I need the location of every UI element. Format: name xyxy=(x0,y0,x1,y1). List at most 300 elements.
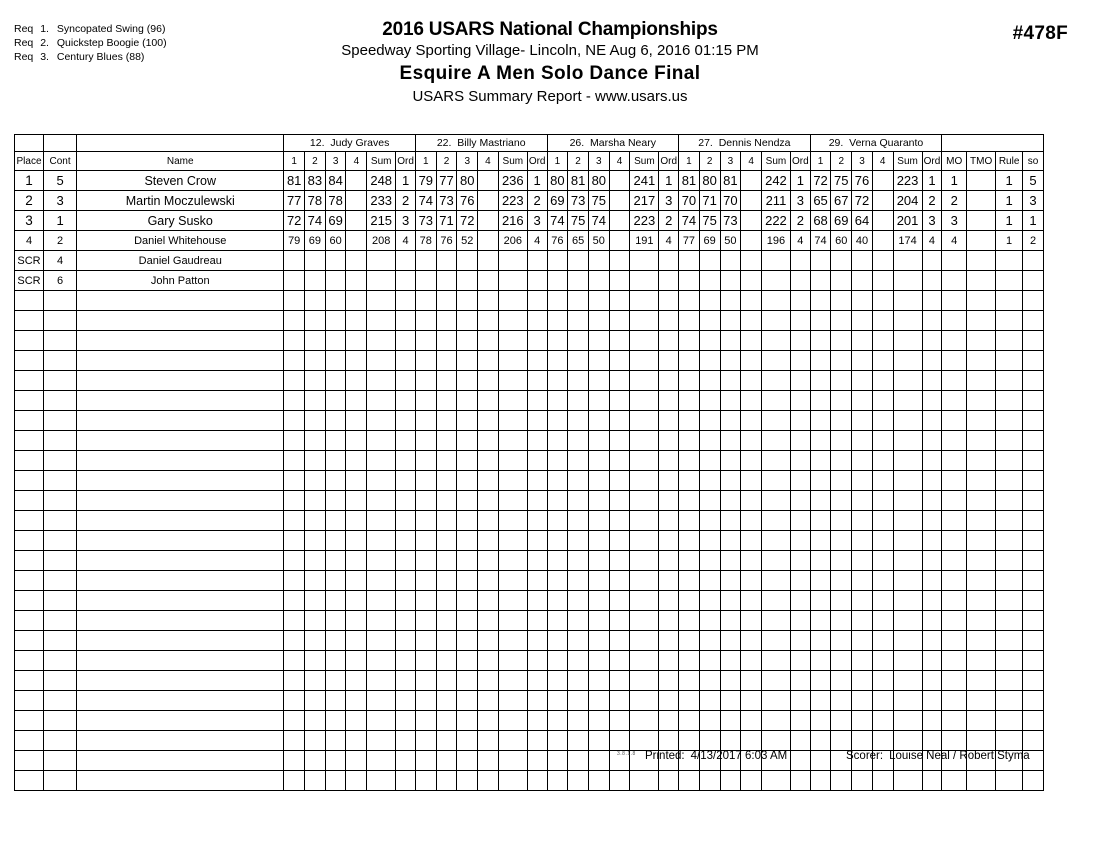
cell-empty xyxy=(609,591,630,611)
cell-empty xyxy=(679,331,700,351)
cell-ord: 1 xyxy=(790,171,810,191)
cell-score-1 xyxy=(810,271,831,291)
cell-empty xyxy=(967,511,996,531)
cell-score-2: 73 xyxy=(568,191,589,211)
cell-score-3: 70 xyxy=(720,191,741,211)
cell-empty xyxy=(415,711,436,731)
cell-empty xyxy=(478,351,499,371)
cell-sum: 233 xyxy=(367,191,396,211)
header-score-3: 3 xyxy=(852,152,873,171)
cell-score-3 xyxy=(852,251,873,271)
cell-empty xyxy=(609,671,630,691)
cell-empty xyxy=(346,371,367,391)
cell-empty xyxy=(396,371,416,391)
cell-empty xyxy=(679,491,700,511)
header-place: Place xyxy=(15,152,44,171)
cell-empty xyxy=(942,571,967,591)
requirement-number: 2. xyxy=(40,37,49,49)
cell-empty xyxy=(810,451,831,471)
cell-empty xyxy=(44,751,77,771)
cell-empty xyxy=(790,651,810,671)
cell-ord: 1 xyxy=(922,171,942,191)
cell-empty xyxy=(436,531,457,551)
judge-number: 27. xyxy=(698,137,713,149)
cell-empty xyxy=(741,711,762,731)
cell-empty xyxy=(436,771,457,791)
cell-empty xyxy=(872,691,893,711)
cell-empty xyxy=(893,511,922,531)
table-row-empty[interactable] xyxy=(15,451,1044,471)
cell-empty xyxy=(284,731,305,751)
cell-empty xyxy=(346,551,367,571)
cell-empty xyxy=(325,571,346,591)
cell-empty xyxy=(893,491,922,511)
cell-empty xyxy=(741,471,762,491)
cell-empty xyxy=(415,511,436,531)
cell-score-3: 80 xyxy=(457,171,478,191)
table-row[interactable] xyxy=(15,231,1044,251)
championship-title: 2016 USARS National Championships xyxy=(382,19,718,40)
table-row-empty[interactable] xyxy=(15,391,1044,411)
cell-empty xyxy=(547,751,568,771)
cell-empty xyxy=(527,291,547,311)
cell-empty xyxy=(346,511,367,531)
table-row-empty[interactable] xyxy=(15,691,1044,711)
cell-score-3 xyxy=(325,271,346,291)
cell-empty xyxy=(305,711,326,731)
cell-empty xyxy=(609,471,630,491)
header-sum: Sum xyxy=(498,152,527,171)
cell-sum: 196 xyxy=(761,231,790,251)
cell-empty xyxy=(305,591,326,611)
cell-empty xyxy=(852,471,873,491)
cell-empty xyxy=(588,451,609,471)
cell-empty xyxy=(810,471,831,491)
cell-empty xyxy=(457,651,478,671)
table-row[interactable] xyxy=(15,271,1044,291)
cell-empty xyxy=(498,671,527,691)
cell-empty xyxy=(498,631,527,651)
cell-empty xyxy=(659,471,679,491)
cell-empty xyxy=(436,651,457,671)
cell-empty xyxy=(498,751,527,771)
cell-empty xyxy=(284,411,305,431)
cell-empty xyxy=(922,571,942,591)
cell-empty xyxy=(498,531,527,551)
cell-empty xyxy=(922,451,942,471)
cell-ord: 2 xyxy=(527,191,547,211)
cell-empty xyxy=(547,651,568,671)
cell-empty xyxy=(44,591,77,611)
cell-empty xyxy=(568,531,589,551)
cell-empty xyxy=(15,731,44,751)
cell-empty xyxy=(996,371,1023,391)
cell-score-1: 73 xyxy=(415,211,436,231)
cell-empty xyxy=(568,631,589,651)
cell-empty xyxy=(699,391,720,411)
cell-empty xyxy=(527,751,547,771)
cell-empty xyxy=(699,611,720,631)
cell-score-2 xyxy=(831,271,852,291)
cell-empty xyxy=(630,451,659,471)
table-row-empty[interactable] xyxy=(15,491,1044,511)
cell-name: Daniel Gaudreau xyxy=(77,251,284,271)
cell-empty xyxy=(996,731,1023,751)
cell-empty xyxy=(942,451,967,471)
cell-empty xyxy=(893,691,922,711)
cell-empty xyxy=(942,351,967,371)
table-row[interactable] xyxy=(15,171,1044,191)
cell-score-4 xyxy=(478,191,499,211)
cell-score-2: 67 xyxy=(831,191,852,211)
cell-empty xyxy=(588,431,609,451)
cell-empty xyxy=(679,571,700,591)
cell-empty xyxy=(415,651,436,671)
table-row-empty[interactable] xyxy=(15,411,1044,431)
cell-empty xyxy=(810,631,831,651)
cell-empty xyxy=(810,571,831,591)
cell-name: Gary Susko xyxy=(77,211,284,231)
cell-empty xyxy=(720,371,741,391)
table-row-empty[interactable] xyxy=(15,531,1044,551)
cell-empty xyxy=(810,491,831,511)
cell-empty xyxy=(699,491,720,511)
cell-empty xyxy=(831,631,852,651)
cell-empty xyxy=(568,311,589,331)
requirement-name: Quickstep Boogie (100) xyxy=(56,37,167,49)
cell-empty xyxy=(872,531,893,551)
cell-empty xyxy=(547,571,568,591)
cell-empty xyxy=(831,431,852,451)
cell-empty xyxy=(547,491,568,511)
spacer-cell xyxy=(44,135,77,152)
cell-empty xyxy=(325,391,346,411)
cell-empty xyxy=(436,631,457,651)
cell-sum: 242 xyxy=(761,171,790,191)
cell-empty xyxy=(630,511,659,531)
cell-empty xyxy=(77,331,284,351)
cell-empty xyxy=(568,351,589,371)
cell-score-3: 40 xyxy=(852,231,873,251)
cell-empty xyxy=(852,331,873,351)
cell-empty xyxy=(679,771,700,791)
cell-sum: 217 xyxy=(630,191,659,211)
cell-empty xyxy=(630,531,659,551)
cell-empty xyxy=(305,771,326,791)
cell-score-4 xyxy=(872,251,893,271)
cell-empty xyxy=(761,611,790,631)
cell-empty xyxy=(44,431,77,451)
cell-empty xyxy=(831,331,852,351)
cell-empty xyxy=(996,431,1023,451)
cell-empty xyxy=(609,491,630,511)
cell-empty xyxy=(699,291,720,311)
table-row-empty[interactable] xyxy=(15,671,1044,691)
cell-score-3: 52 xyxy=(457,231,478,251)
cell-empty xyxy=(831,531,852,551)
cell-empty xyxy=(761,331,790,351)
cell-place: 3 xyxy=(15,211,44,231)
cell-empty xyxy=(346,751,367,771)
cell-empty xyxy=(44,471,77,491)
cell-empty xyxy=(872,431,893,451)
cell-place: 2 xyxy=(15,191,44,211)
cell-empty xyxy=(741,491,762,511)
table-row-empty[interactable] xyxy=(15,591,1044,611)
cell-empty xyxy=(852,671,873,691)
cell-empty xyxy=(609,571,630,591)
cell-empty xyxy=(630,491,659,511)
judge-number: 12. xyxy=(309,137,325,149)
cell-empty xyxy=(478,731,499,751)
table-row-empty[interactable] xyxy=(15,311,1044,331)
cell-empty xyxy=(630,471,659,491)
cell-score-1 xyxy=(415,271,436,291)
cell-name: Daniel Whitehouse xyxy=(77,231,284,251)
cell-empty xyxy=(527,551,547,571)
cell-empty xyxy=(831,471,852,491)
cell-empty xyxy=(810,591,831,611)
cell-empty xyxy=(967,571,996,591)
cell-tmo xyxy=(967,171,996,191)
cell-empty xyxy=(761,691,790,711)
cell-empty xyxy=(367,411,396,431)
cell-empty xyxy=(741,371,762,391)
cell-empty xyxy=(679,371,700,391)
cell-ord: 1 xyxy=(659,171,679,191)
cell-score-4 xyxy=(609,171,630,191)
cell-empty xyxy=(15,371,44,391)
cell-empty xyxy=(346,591,367,611)
cell-empty xyxy=(609,611,630,631)
cell-score-2: 69 xyxy=(831,211,852,231)
cell-sum: 191 xyxy=(630,231,659,251)
cell-empty xyxy=(967,411,996,431)
cell-empty xyxy=(679,391,700,411)
cell-empty xyxy=(852,551,873,571)
cell-empty xyxy=(942,511,967,531)
cell-empty xyxy=(346,311,367,331)
cell-sum: 236 xyxy=(498,171,527,191)
cell-empty xyxy=(699,551,720,571)
cell-score-3: 75 xyxy=(588,191,609,211)
cell-empty xyxy=(996,471,1023,491)
cell-score-4 xyxy=(478,171,499,191)
cell-empty xyxy=(325,311,346,331)
cell-empty xyxy=(790,691,810,711)
cell-empty xyxy=(679,411,700,431)
cell-empty xyxy=(761,371,790,391)
cell-empty xyxy=(415,411,436,431)
cell-empty xyxy=(284,371,305,391)
cell-empty xyxy=(396,431,416,451)
header-ord: Ord xyxy=(527,152,547,171)
cell-empty xyxy=(609,331,630,351)
cell-empty xyxy=(478,531,499,551)
cell-empty xyxy=(527,571,547,591)
cell-empty xyxy=(527,411,547,431)
cell-empty xyxy=(478,331,499,351)
cell-empty xyxy=(810,291,831,311)
cell-empty xyxy=(630,351,659,371)
cell-empty xyxy=(284,451,305,471)
table-row-empty[interactable] xyxy=(15,571,1044,591)
cell-empty xyxy=(852,651,873,671)
table-row[interactable] xyxy=(15,251,1044,271)
table-row-empty[interactable] xyxy=(15,371,1044,391)
table-row-empty[interactable] xyxy=(15,711,1044,731)
cell-empty xyxy=(346,331,367,351)
cell-empty xyxy=(630,371,659,391)
cell-empty xyxy=(457,511,478,531)
table-row[interactable] xyxy=(15,191,1044,211)
table-row-empty[interactable] xyxy=(15,351,1044,371)
table-row-empty[interactable] xyxy=(15,511,1044,531)
table-row-empty[interactable] xyxy=(15,431,1044,451)
cell-empty xyxy=(1023,691,1044,711)
cell-empty xyxy=(741,651,762,671)
cell-empty xyxy=(568,291,589,311)
table-row-empty[interactable] xyxy=(15,731,1044,751)
header-score-4: 4 xyxy=(872,152,893,171)
cell-empty xyxy=(457,751,478,771)
cell-empty xyxy=(810,731,831,751)
cell-empty xyxy=(498,551,527,571)
cell-empty xyxy=(831,711,852,731)
header-score-3: 3 xyxy=(457,152,478,171)
cell-empty xyxy=(741,551,762,571)
cell-empty xyxy=(922,671,942,691)
cell-empty xyxy=(831,311,852,331)
cell-empty xyxy=(761,651,790,671)
cell-empty xyxy=(325,331,346,351)
cell-rule: 1 xyxy=(996,231,1023,251)
cell-empty xyxy=(498,411,527,431)
cell-empty xyxy=(498,351,527,371)
cell-empty xyxy=(77,591,284,611)
cell-score-4 xyxy=(872,271,893,291)
cell-empty xyxy=(996,291,1023,311)
cell-empty xyxy=(810,611,831,631)
cell-empty xyxy=(810,711,831,731)
cell-empty xyxy=(872,551,893,571)
header-rule: Rule xyxy=(996,152,1023,171)
printed-value: 4/13/2017 6:03 AM xyxy=(690,750,788,762)
table-row-empty[interactable] xyxy=(15,331,1044,351)
cell-empty xyxy=(790,391,810,411)
cell-empty xyxy=(893,331,922,351)
table-row-empty[interactable] xyxy=(15,611,1044,631)
table-row-empty[interactable] xyxy=(15,771,1044,791)
cell-empty xyxy=(659,331,679,351)
cell-empty xyxy=(630,291,659,311)
cell-empty xyxy=(588,391,609,411)
cell-empty xyxy=(872,611,893,631)
table-row-empty[interactable] xyxy=(15,631,1044,651)
cell-empty xyxy=(498,291,527,311)
cell-empty xyxy=(498,711,527,731)
table-row-empty[interactable] xyxy=(15,291,1044,311)
cell-empty xyxy=(967,531,996,551)
cell-empty xyxy=(396,691,416,711)
cell-empty xyxy=(852,731,873,751)
cell-empty xyxy=(630,431,659,451)
cell-empty xyxy=(547,451,568,471)
cell-empty xyxy=(679,451,700,471)
cell-score-2 xyxy=(305,271,326,291)
cell-empty xyxy=(367,671,396,691)
cell-empty xyxy=(761,711,790,731)
cell-score-1 xyxy=(679,271,700,291)
cell-empty xyxy=(922,351,942,371)
cell-empty xyxy=(679,551,700,571)
cell-empty xyxy=(325,491,346,511)
cell-empty xyxy=(831,491,852,511)
cell-empty xyxy=(699,311,720,331)
cell-empty xyxy=(761,771,790,791)
table-row[interactable] xyxy=(15,211,1044,231)
cell-empty xyxy=(527,611,547,631)
cell-empty xyxy=(699,631,720,651)
cell-empty xyxy=(679,531,700,551)
cell-empty xyxy=(810,531,831,551)
cell-empty xyxy=(852,291,873,311)
cell-score-3: 81 xyxy=(720,171,741,191)
cell-empty xyxy=(893,291,922,311)
cell-empty xyxy=(284,551,305,571)
report-subtitle: USARS Summary Report - www.usars.us xyxy=(412,88,688,105)
cell-empty xyxy=(831,551,852,571)
cell-empty xyxy=(852,631,873,651)
cell-empty xyxy=(588,651,609,671)
cell-empty xyxy=(699,771,720,791)
cell-empty xyxy=(720,531,741,551)
cell-empty xyxy=(922,691,942,711)
cell-score-4 xyxy=(609,231,630,251)
cell-empty xyxy=(679,691,700,711)
cell-empty xyxy=(588,571,609,591)
cell-sum: 223 xyxy=(630,211,659,231)
cell-empty xyxy=(852,351,873,371)
cell-score-1 xyxy=(284,251,305,271)
cell-empty xyxy=(659,611,679,631)
header-score-4: 4 xyxy=(346,152,367,171)
cell-score-2: 71 xyxy=(436,211,457,231)
cell-mo: 4 xyxy=(942,231,967,251)
cell-empty xyxy=(498,611,527,631)
cell-empty xyxy=(305,291,326,311)
cell-empty xyxy=(547,631,568,651)
cell-score-1 xyxy=(679,251,700,271)
cell-score-2: 60 xyxy=(831,231,852,251)
cell-score-4 xyxy=(346,271,367,291)
cell-empty xyxy=(679,471,700,491)
cell-empty xyxy=(44,771,77,791)
cell-empty xyxy=(15,311,44,331)
cell-ord xyxy=(922,271,942,291)
software-version: 3.8.1.8 xyxy=(617,751,636,757)
judge-number: 29. xyxy=(828,137,844,149)
cell-score-1 xyxy=(415,251,436,271)
cell-empty xyxy=(415,531,436,551)
cell-empty xyxy=(436,671,457,691)
table-row-empty[interactable] xyxy=(15,471,1044,491)
cell-empty xyxy=(396,511,416,531)
cell-empty xyxy=(44,711,77,731)
table-row-empty[interactable] xyxy=(15,651,1044,671)
table-row-empty[interactable] xyxy=(15,551,1044,571)
cell-empty xyxy=(305,351,326,371)
